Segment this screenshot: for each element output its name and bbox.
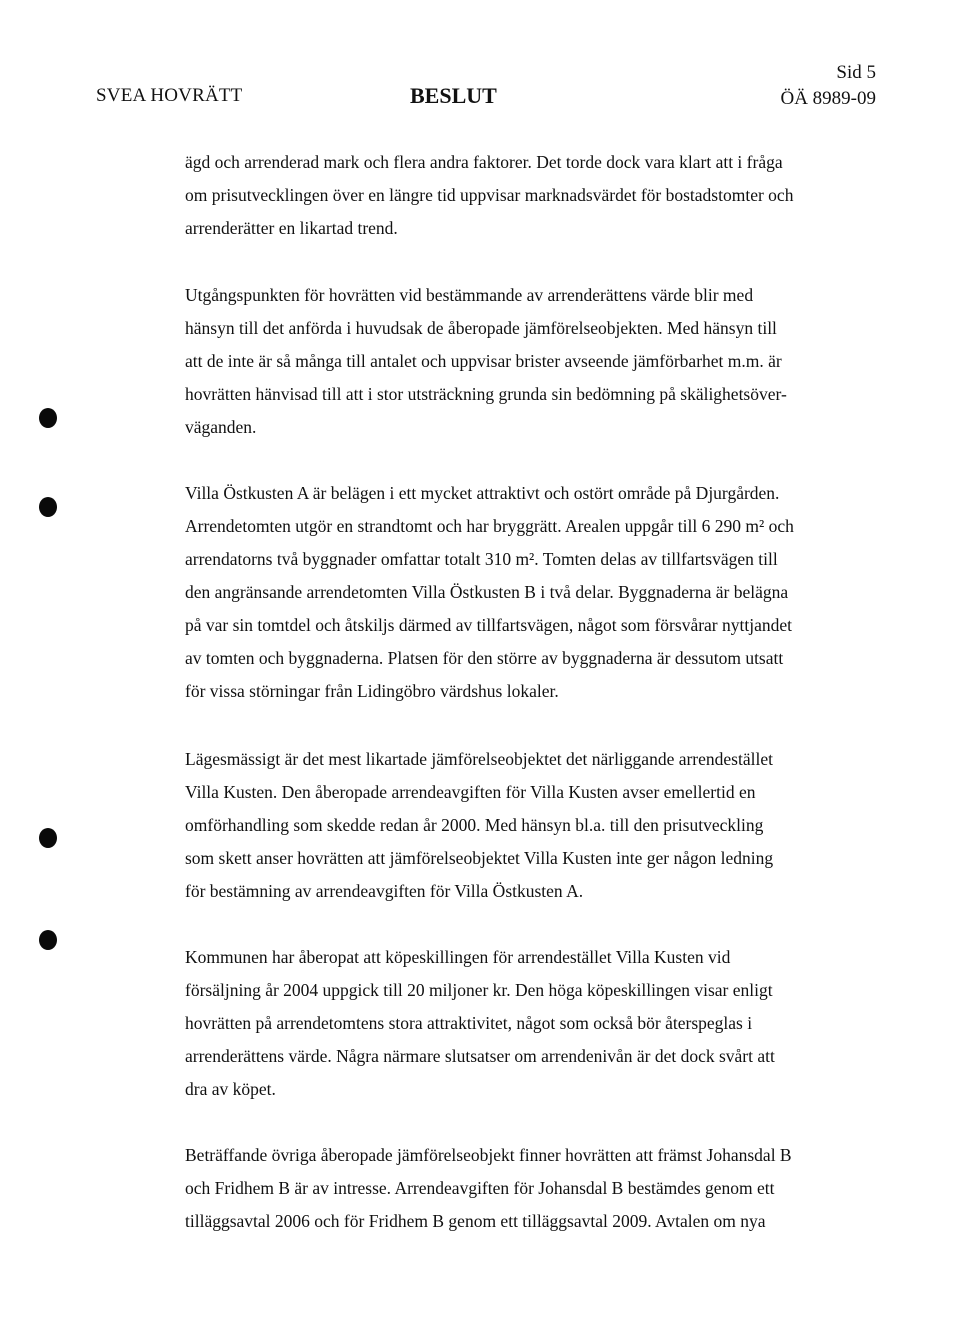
text-line: dra av köpet. — [185, 1079, 276, 1099]
paragraph — [185, 1139, 875, 1238]
text-line: om prisutvecklingen över en längre tid uppvisar marknadsvärdet för bostadstomter och — [185, 185, 794, 205]
punch-hole — [39, 828, 57, 848]
text-line: för bestämning av arrendeavgiften för Villa Östkusten A. — [185, 881, 584, 901]
text-line: Kommunen har åberopat att köpeskillingen för arrendestället Villa Kusten vid — [185, 947, 731, 967]
text-line: Beträffande övriga åberopade jämförelseobjekt finner hovrätten att främst Johansdal B — [185, 1145, 792, 1165]
text-line: arrenderätter en likartad trend. — [185, 218, 398, 238]
document-type: BESLUT — [410, 83, 497, 108]
court-name: SVEA HOVRÄTT — [96, 85, 243, 106]
text-line: Villa Östkusten A är belägen i ett mycket attraktivt och ostört område på Djurgården. — [185, 483, 780, 503]
text-line: på var sin tomtdel och åtskiljs därmed av tillfartsvägen, något som försvårar nyttjandet — [185, 615, 792, 635]
text-line: väganden. — [185, 417, 257, 437]
punch-hole — [39, 930, 57, 950]
text-line: av tomten och byggnaderna. Platsen för den större av byggnaderna är dessutom utsatt — [185, 648, 784, 668]
text-line: Lägesmässigt är det mest likartade jämförelseobjektet det närliggande arrendestället — [185, 749, 773, 769]
case-number: ÖÄ 8989-09 — [780, 88, 876, 109]
text-line: hovrätten på arrendetomtens stora attraktivitet, något som också bör återspeglas i — [185, 1013, 753, 1033]
text-line: hovrätten hänvisad till att i stor utsträckning grunda sin bedömning på skälighetsöver- — [185, 384, 787, 404]
punch-hole — [39, 408, 57, 428]
text-line: arrenderättens värde. Några närmare slutsatser om arrendenivån är det dock svårt att — [185, 1046, 775, 1066]
text-line: för vissa störningar från Lidingöbro värdshus lokaler. — [185, 681, 559, 701]
text-line: den angränsande arrendetomten Villa Östkusten B i två delar. Byggnaderna är belägna — [185, 582, 789, 602]
text-line: hänsyn till det anförda i huvudsak de åberopade jämförelseobjekten. Med hänsyn till — [185, 318, 777, 338]
text-line: Utgångspunkten för hovrätten vid bestämmande av arrenderättens värde blir med — [185, 285, 754, 305]
text-line: tilläggsavtal 2006 och för Fridhem B genom ett tilläggsavtal 2009. Avtalen om nya — [185, 1211, 766, 1231]
paragraph — [185, 743, 875, 908]
text-line: arrendatorns två byggnader omfattar totalt 310 m². Tomten delas av tillfartsvägen till — [185, 549, 778, 569]
paragraph — [185, 477, 875, 708]
paragraph — [185, 279, 875, 444]
page-number: Sid 5 — [836, 62, 876, 83]
text-line: som skett anser hovrätten att jämförelseobjektet Villa Kusten inte ger någon ledning — [185, 848, 774, 868]
text-line: försäljning år 2004 uppgick till 20 miljoner kr. Den höga köpeskillingen visar enligt — [185, 980, 773, 1000]
page-info — [780, 60, 876, 112]
text-line: omförhandling som skedde redan år 2000. Med hänsyn bl.a. till den prisutveckling — [185, 815, 764, 835]
punch-hole — [39, 497, 57, 517]
paragraph — [185, 146, 875, 245]
text-line: att de inte är så många till antalet och uppvisar brister avseende jämförbarhet m.m. är — [185, 351, 782, 371]
text-line: och Fridhem B är av intresse. Arrendeavgiften för Johansdal B bestämdes genom ett — [185, 1178, 775, 1198]
text-line: Arrendetomten utgör en strandtomt och har bryggrätt. Arealen uppgår till 6 290 m² och — [185, 516, 794, 536]
paragraph — [185, 941, 875, 1106]
text-line: Villa Kusten. Den åberopade arrendeavgiften för Villa Kusten avser emellertid en — [185, 782, 756, 802]
text-line: ägd och arrenderad mark och flera andra faktorer. Det torde dock vara klart att i fråga — [185, 152, 783, 172]
